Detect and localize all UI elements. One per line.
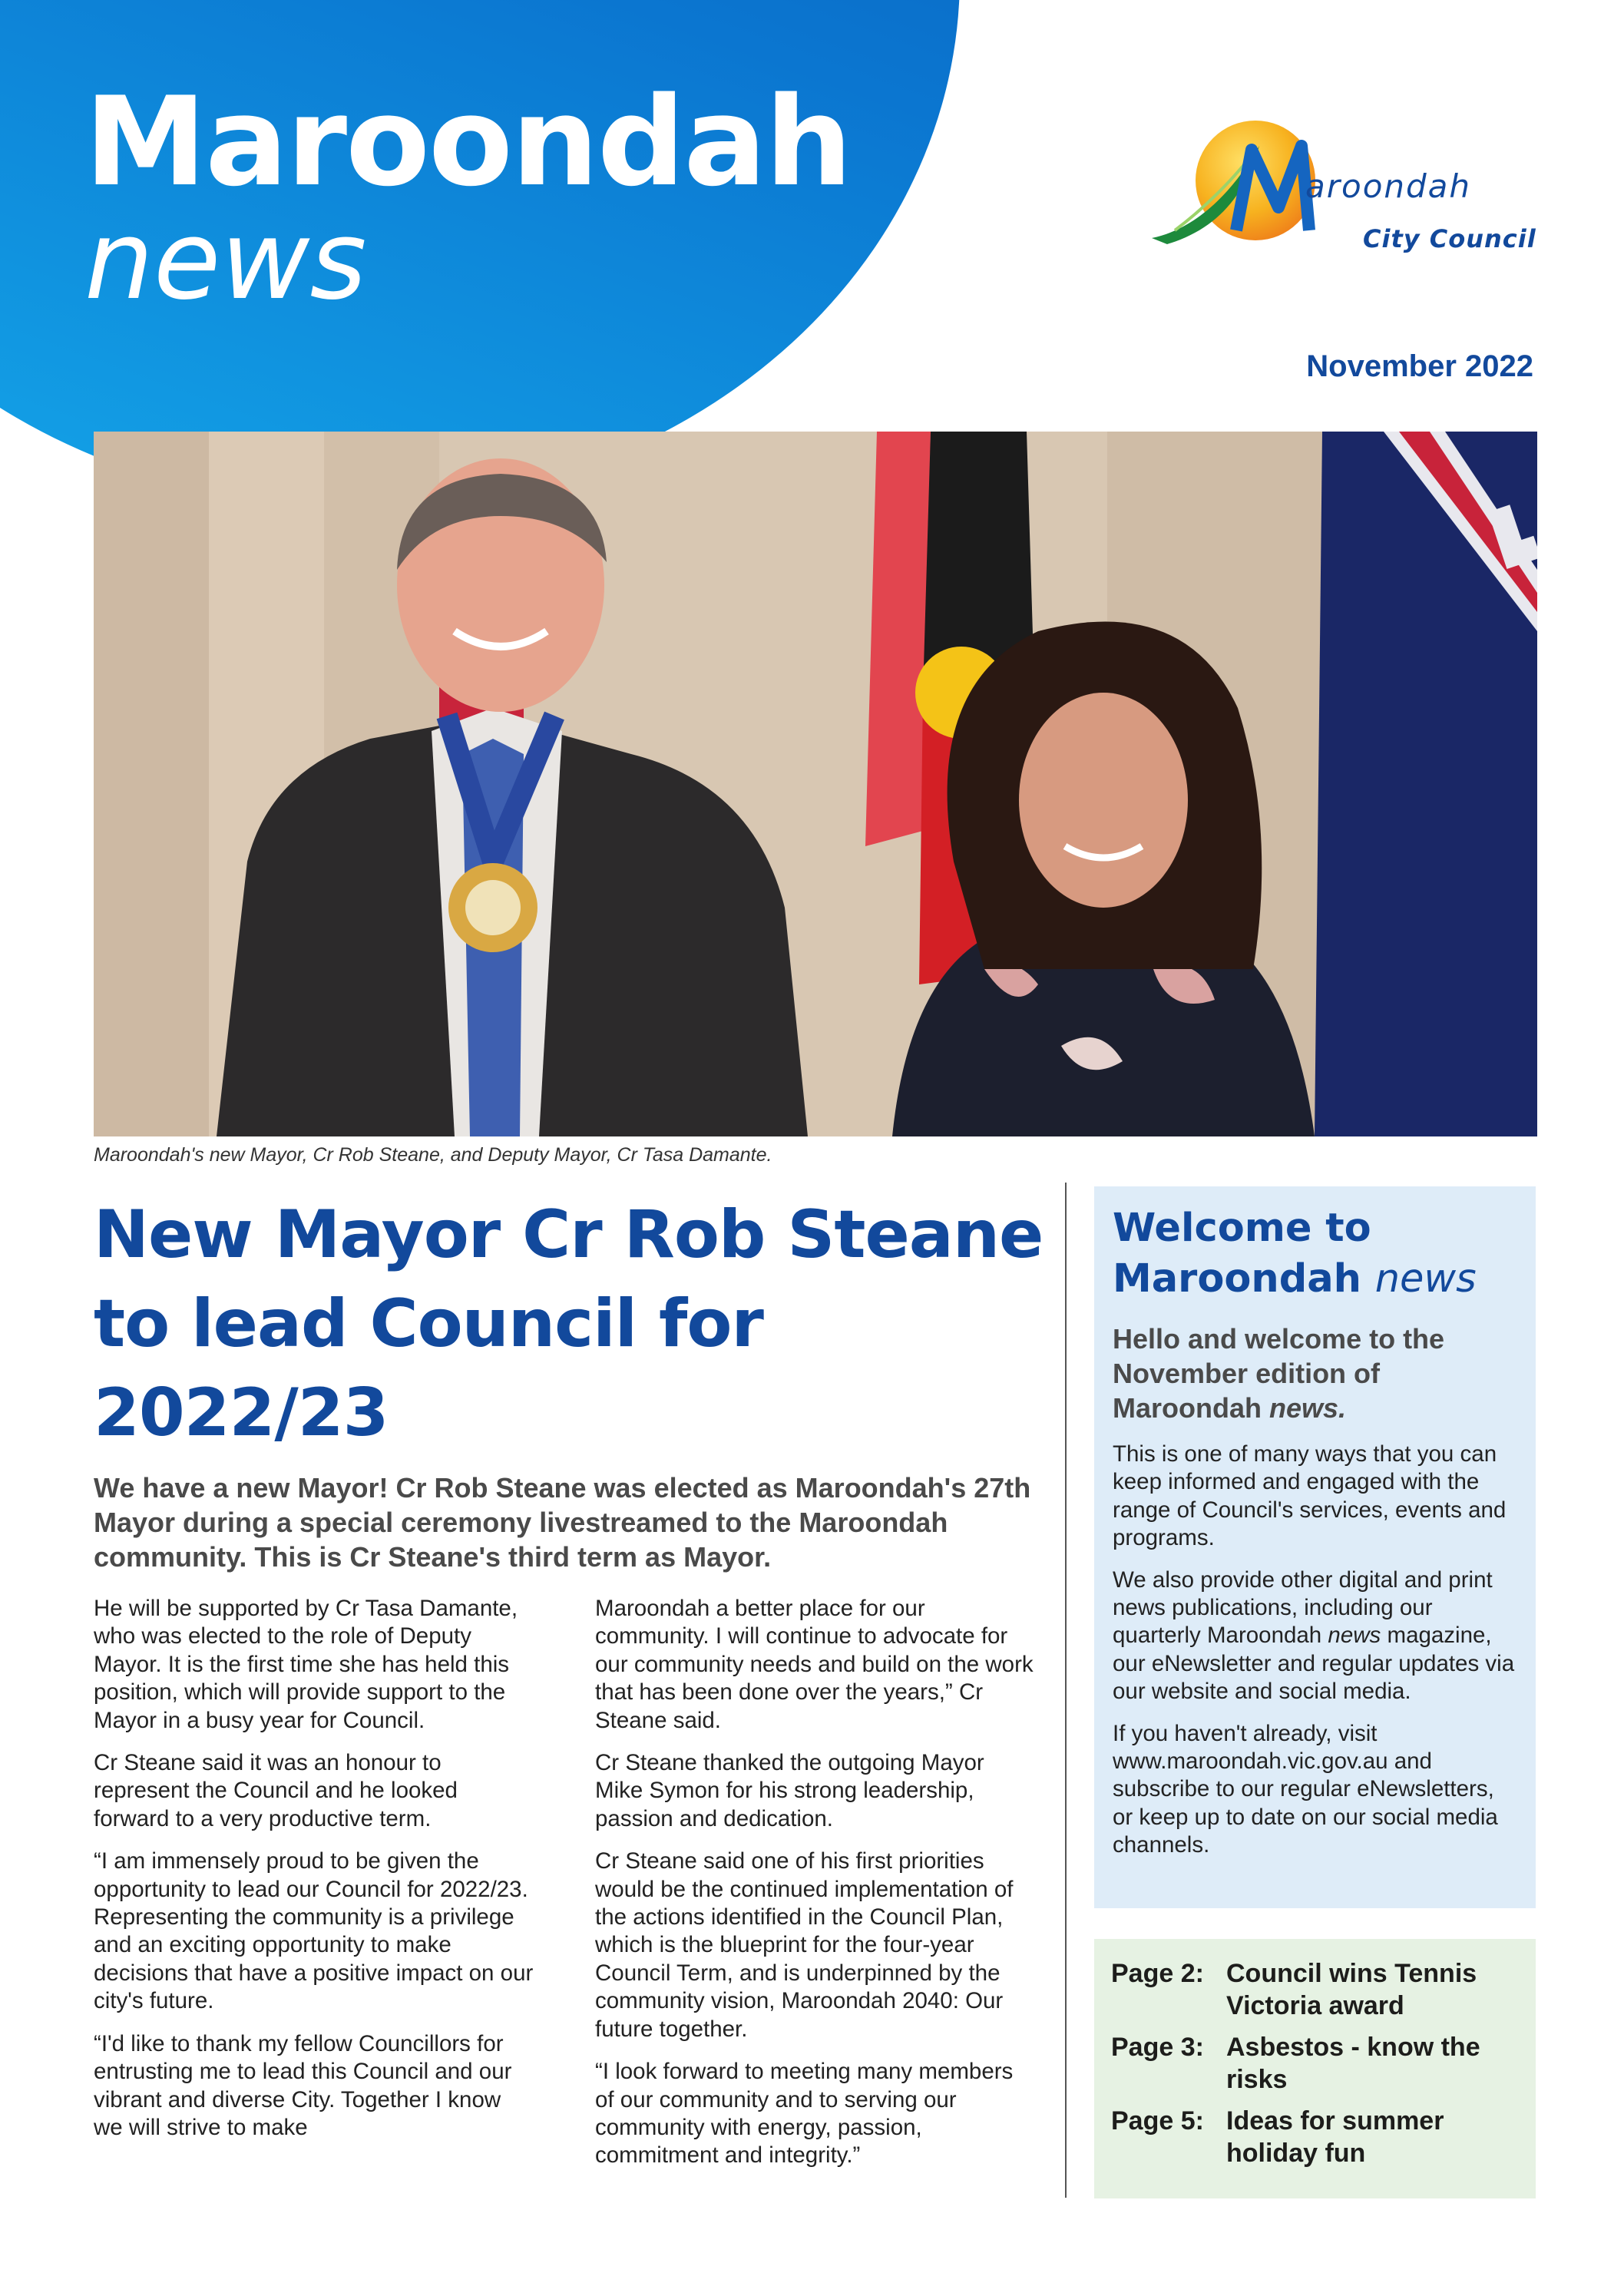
welcome-greeting <box>1113 1322 1517 1425</box>
article-paragraph: Cr Steane thanked the outgoing Mayor Mike Symon for his strong leadership, passion and dedication. <box>595 1750 984 1831</box>
article-paragraph: Cr Steane said one of his first priorities would be the continued implementation of the actions identified in the Council Plan, which is the blueprint for the four-year Council Term, and is underpinned by the community vision, Maroondah 2040: Our future together. <box>595 1848 1014 2042</box>
inside-this-issue-box <box>1094 1939 1536 2198</box>
page-number: Page 2: <box>1111 1959 1204 1988</box>
page-index-item <box>1111 2031 1520 2096</box>
page-topic: Council wins Tennis Victoria award <box>1226 1959 1477 2020</box>
column-divider <box>1065 1183 1067 2198</box>
mayor-photo <box>94 432 1537 1136</box>
page-number: Page 5: <box>1111 2106 1204 2136</box>
welcome-title-line1: Welcome to <box>1113 1206 1371 1251</box>
article-paragraph: He will be supported by Cr Tasa Damante, who was elected to the role of Deputy Mayor. It is the first time she has held this position, which will provide support to the Mayor in a busy year for Council. <box>94 1596 518 1733</box>
article-paragraph: “I am immensely proud to be given the opportunity to lead our Council for 2022/23. Representing the community is a privilege and an exciting opportunity to make decisions that have a positive impact on our city's future. <box>94 1848 534 2014</box>
welcome-paragraph-1: This is one of many ways that you can keep informed and engaged with the range of Council's services, events and programs. <box>1113 1441 1507 1551</box>
page-index-item <box>1111 1957 1520 2022</box>
welcome-title <box>1113 1203 1517 1305</box>
welcome-p2-text-end: magazine, our eNewsletter and regular updates via our website and social media. <box>1113 1623 1515 1705</box>
article-paragraph: “I look forward to meeting many members of our community and to serving our community with energy, passion, commitment and integrity.” <box>595 2059 1014 2169</box>
welcome-greeting-text: Hello and welcome to the November edition of Maroondah <box>1113 1323 1445 1424</box>
article-lead: We have a new Mayor! Cr Rob Steane was elected as Maroondah's 27th Mayor during a special ceremony livestreamed to the Maroondah community. This is Cr Steane's third term as Mayor. <box>94 1472 1031 1573</box>
welcome-p2-text: We also provide other digital and print news publications, including our quarterly Maroondah <box>1113 1567 1493 1649</box>
issue-date: November 2022 <box>1306 349 1533 383</box>
welcome-paragraph-3: If you haven't already, visit www.maroondah.vic.gov.au and subscribe to our regular eNewsletters, or keep up to date on our social media channels. <box>1113 1720 1498 1858</box>
article-headline: New Mayor Cr Rob Steane to lead Council for 2022/23 <box>94 1196 1044 1451</box>
masthead-subtitle: news <box>84 197 367 324</box>
welcome-title-line2: Maroondah <box>1113 1256 1375 1302</box>
page-topic: Ideas for summer holiday fun <box>1226 2106 1444 2168</box>
article-column-1 <box>94 1595 535 2156</box>
article-column-2 <box>595 1595 1037 2185</box>
welcome-greeting-italic: news. <box>1269 1392 1347 1424</box>
article-paragraph: Cr Steane said it was an honour to represent the Council and he looked forward to a very productive term. <box>94 1750 458 1831</box>
article-paragraph: “I'd like to thank my fellow Councillors for entrusting me to lead this Council and our vibrant and diverse City. Together I know we will strive to make <box>94 2030 512 2140</box>
page-topic: Asbestos - know the risks <box>1226 2033 1480 2094</box>
page-index-item <box>1111 2105 1520 2169</box>
masthead-title: Maroondah <box>84 70 852 213</box>
photo-caption: Maroondah's new Mayor, Cr Rob Steane, and Deputy Mayor, Cr Tasa Damante. <box>94 1144 772 1166</box>
page-number: Page 3: <box>1111 2033 1204 2062</box>
welcome-title-italic: news <box>1374 1256 1477 1302</box>
logo-wordmark: aroondah <box>1305 167 1472 205</box>
welcome-box <box>1094 1186 1536 1908</box>
article-paragraph: Maroondah a better place for our community. I will continue to advocate for our community needs and build on the work that has been done over the years,” Cr Steane said. <box>595 1596 1034 1733</box>
logo-subtitle: City Council <box>1363 224 1536 253</box>
welcome-paragraph-2 <box>1113 1567 1517 1706</box>
welcome-p2-italic: news <box>1328 1623 1381 1649</box>
